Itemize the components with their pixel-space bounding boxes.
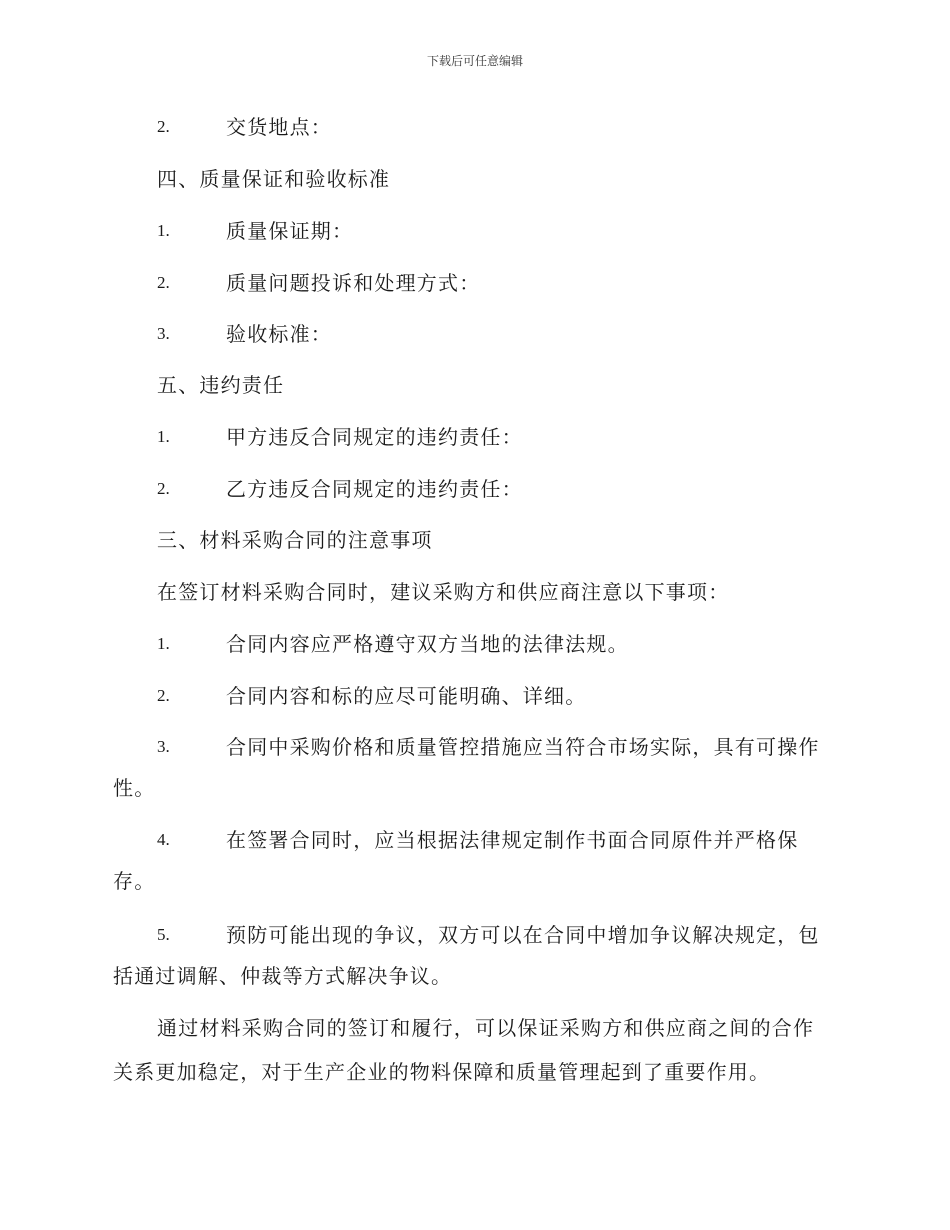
list-item-text: 合同内容和标的应尽可能明确、详细。: [226, 684, 587, 708]
list-item-text: 合同中采购价格和质量管控措施应当符合市场实际，具有可操作: [226, 735, 820, 759]
list-item-text: 在签署合同时，应当根据法律规定制作书面合同原件并严格保: [226, 828, 799, 852]
list-item-continuation-text: 存。: [113, 869, 156, 893]
paragraph-text: 通过材料采购合同的签订和履行，可以保证采购方和供应商之间的合作: [157, 1016, 815, 1040]
list-item-text: 交货地点：: [226, 115, 332, 139]
list-item-text: 预防可能出现的争议，双方可以在合同中增加争议解决规定，包: [226, 923, 820, 947]
list-item-number: 2.: [157, 686, 170, 705]
list-item-text: 乙方违反合同规定的违约责任：: [226, 477, 523, 501]
paragraph-text: 在签订材料采购合同时，建议采购方和供应商注意以下事项：: [157, 580, 730, 604]
list-item-number: 4.: [157, 830, 170, 849]
list-item-text: 合同内容应严格遵守双方当地的法律法规。: [226, 632, 629, 656]
list-item-number: 2.: [157, 479, 170, 498]
paragraph-continuation-text: 关系更加稳定，对于生产企业的物料保障和质量管理起到了重要作用。: [113, 1060, 771, 1084]
section-heading-text: 五、违约责任: [157, 373, 285, 397]
page-header: 下载后可任意编辑: [426, 54, 523, 68]
list-item-text: 质量问题投诉和处理方式：: [226, 271, 481, 295]
section-heading-text: 四、质量保证和验收标准: [157, 167, 391, 191]
list-item-number: 2.: [157, 273, 170, 292]
list-item-number: 1.: [157, 634, 170, 653]
list-item-text: 甲方违反合同规定的违约责任：: [226, 425, 523, 449]
list-item-continuation-text: 括通过调解、仲裁等方式解决争议。: [113, 964, 453, 988]
list-item-number: 2.: [157, 117, 170, 136]
list-item-text: 验收标准：: [226, 322, 332, 346]
list-item-number: 5.: [157, 925, 170, 944]
list-item-number: 3.: [157, 737, 170, 756]
list-item-number: 1.: [157, 221, 170, 240]
list-item-number: 3.: [157, 324, 170, 343]
list-item-text: 质量保证期：: [226, 219, 354, 243]
list-item-continuation-text: 性。: [113, 776, 156, 800]
list-item-number: 1.: [157, 427, 170, 446]
section-heading-text: 三、材料采购合同的注意事项: [157, 528, 433, 552]
